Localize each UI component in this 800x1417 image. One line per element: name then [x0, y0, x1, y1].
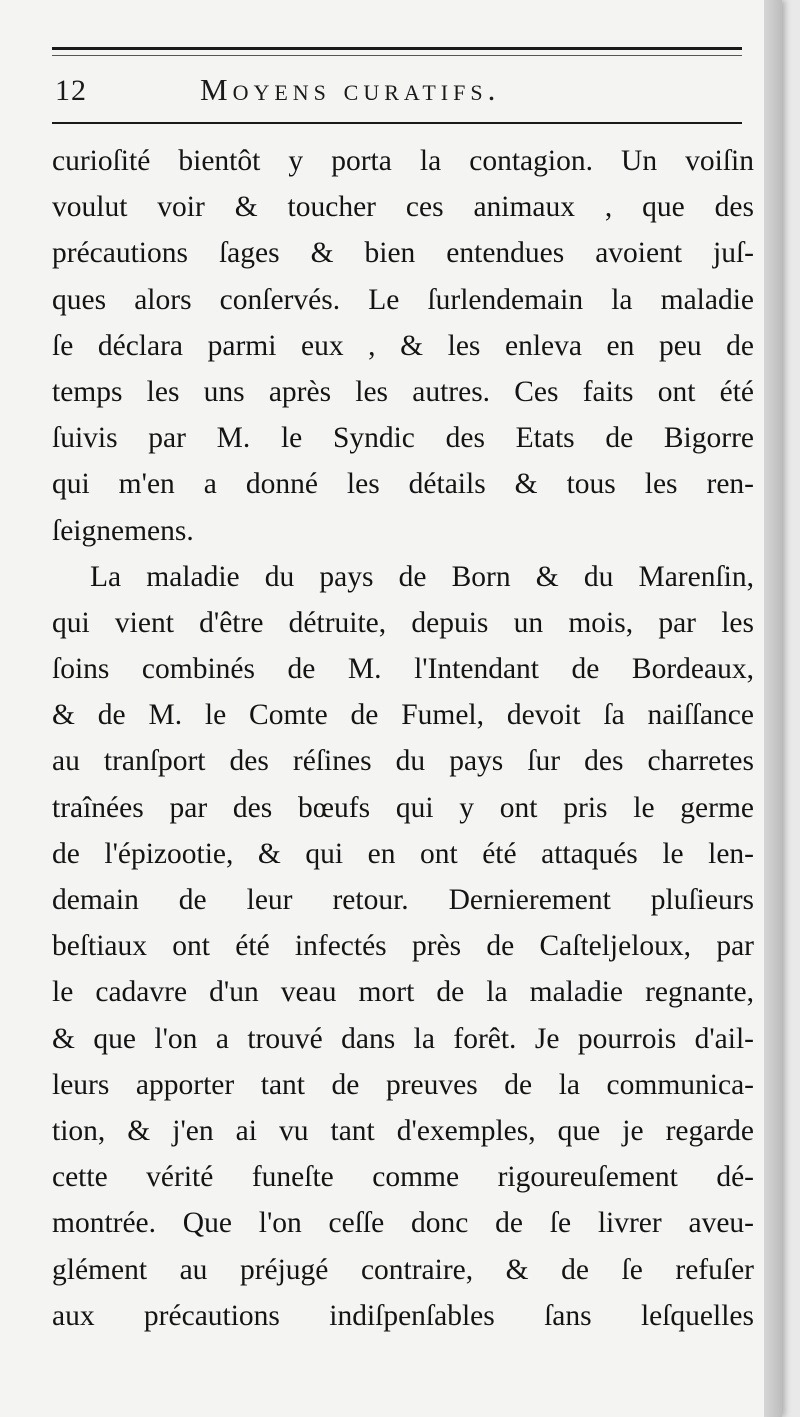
text-line: voulut voir & toucher ces animaux , que des [52, 191, 754, 224]
text-line: tion, & j'en ai vu tant d'exemples, que je regarde [52, 1114, 754, 1147]
running-title: Moyens curatifs. [200, 72, 501, 107]
header-top-rule [52, 47, 742, 50]
text-line: & que l'on a trouvé dans la forêt. Je pourrois d'ail- [52, 1022, 754, 1055]
page-header [52, 66, 742, 110]
paragraph-end-line: ſeignemens. [52, 514, 194, 547]
header-top-thin-rule [52, 55, 742, 56]
page-number: 12 [55, 74, 87, 107]
text-line: temps les uns après les autres. Ces faits ont été [52, 375, 754, 408]
text-line: curioſité bientôt y porta la contagion. Un voiſin [52, 145, 754, 177]
text-line: ques alors conſervés. Le ſurlendemain la maladie [52, 283, 754, 316]
body-text [52, 138, 754, 1339]
text-line: ſe déclara parmi eux , & les enleva en peu de [52, 329, 754, 362]
text-line: aux précautions indiſpenſables ſans leſquelles [52, 1299, 754, 1332]
header-bottom-rule [52, 122, 742, 124]
page-edge-shadow [764, 0, 782, 1417]
text-line: beſtiaux ont été infectés près de Caſteljeloux, par [52, 930, 754, 963]
text-line: ſoins combinés de M. l'Intendant de Bordeaux, [52, 653, 754, 686]
text-line: ſuivis par M. le Syndic des Etats de Bigorre [52, 422, 754, 455]
text-line: précautions ſages & bien entendues avoient juſ- [52, 237, 754, 270]
text-line: au tranſport des réſines du pays ſur des charretes [52, 745, 754, 778]
text-line: le cadavre d'un veau mort de la maladie regnante, [52, 976, 754, 1009]
paragraph-start-line: La maladie du pays de Born & du Marenſin, [90, 560, 754, 593]
text-line: de l'épizootie, & qui en ont été attaqués le len- [52, 837, 754, 870]
text-line: qui vient d'être détruite, depuis un mois, par les [52, 606, 754, 639]
text-line: & de M. le Comte de Fumel, devoit ſa naiſſance [52, 699, 754, 732]
text-line: leurs apporter tant de preuves de la communica- [52, 1068, 754, 1101]
text-line: cette vérité funeſte comme rigoureuſement dé- [52, 1161, 754, 1194]
text-line: montrée. Que l'on ceſſe donc de ſe livrer aveu- [52, 1207, 754, 1240]
text-line: demain de leur retour. Dernierement pluſieurs [52, 884, 754, 916]
text-line: traînées par des bœufs qui y ont pris le germe [52, 791, 754, 824]
text-line: glément au préjugé contraire, & de ſe refuſer [52, 1253, 754, 1286]
text-line: qui m'en a donné les détails & tous les ren- [52, 468, 754, 501]
